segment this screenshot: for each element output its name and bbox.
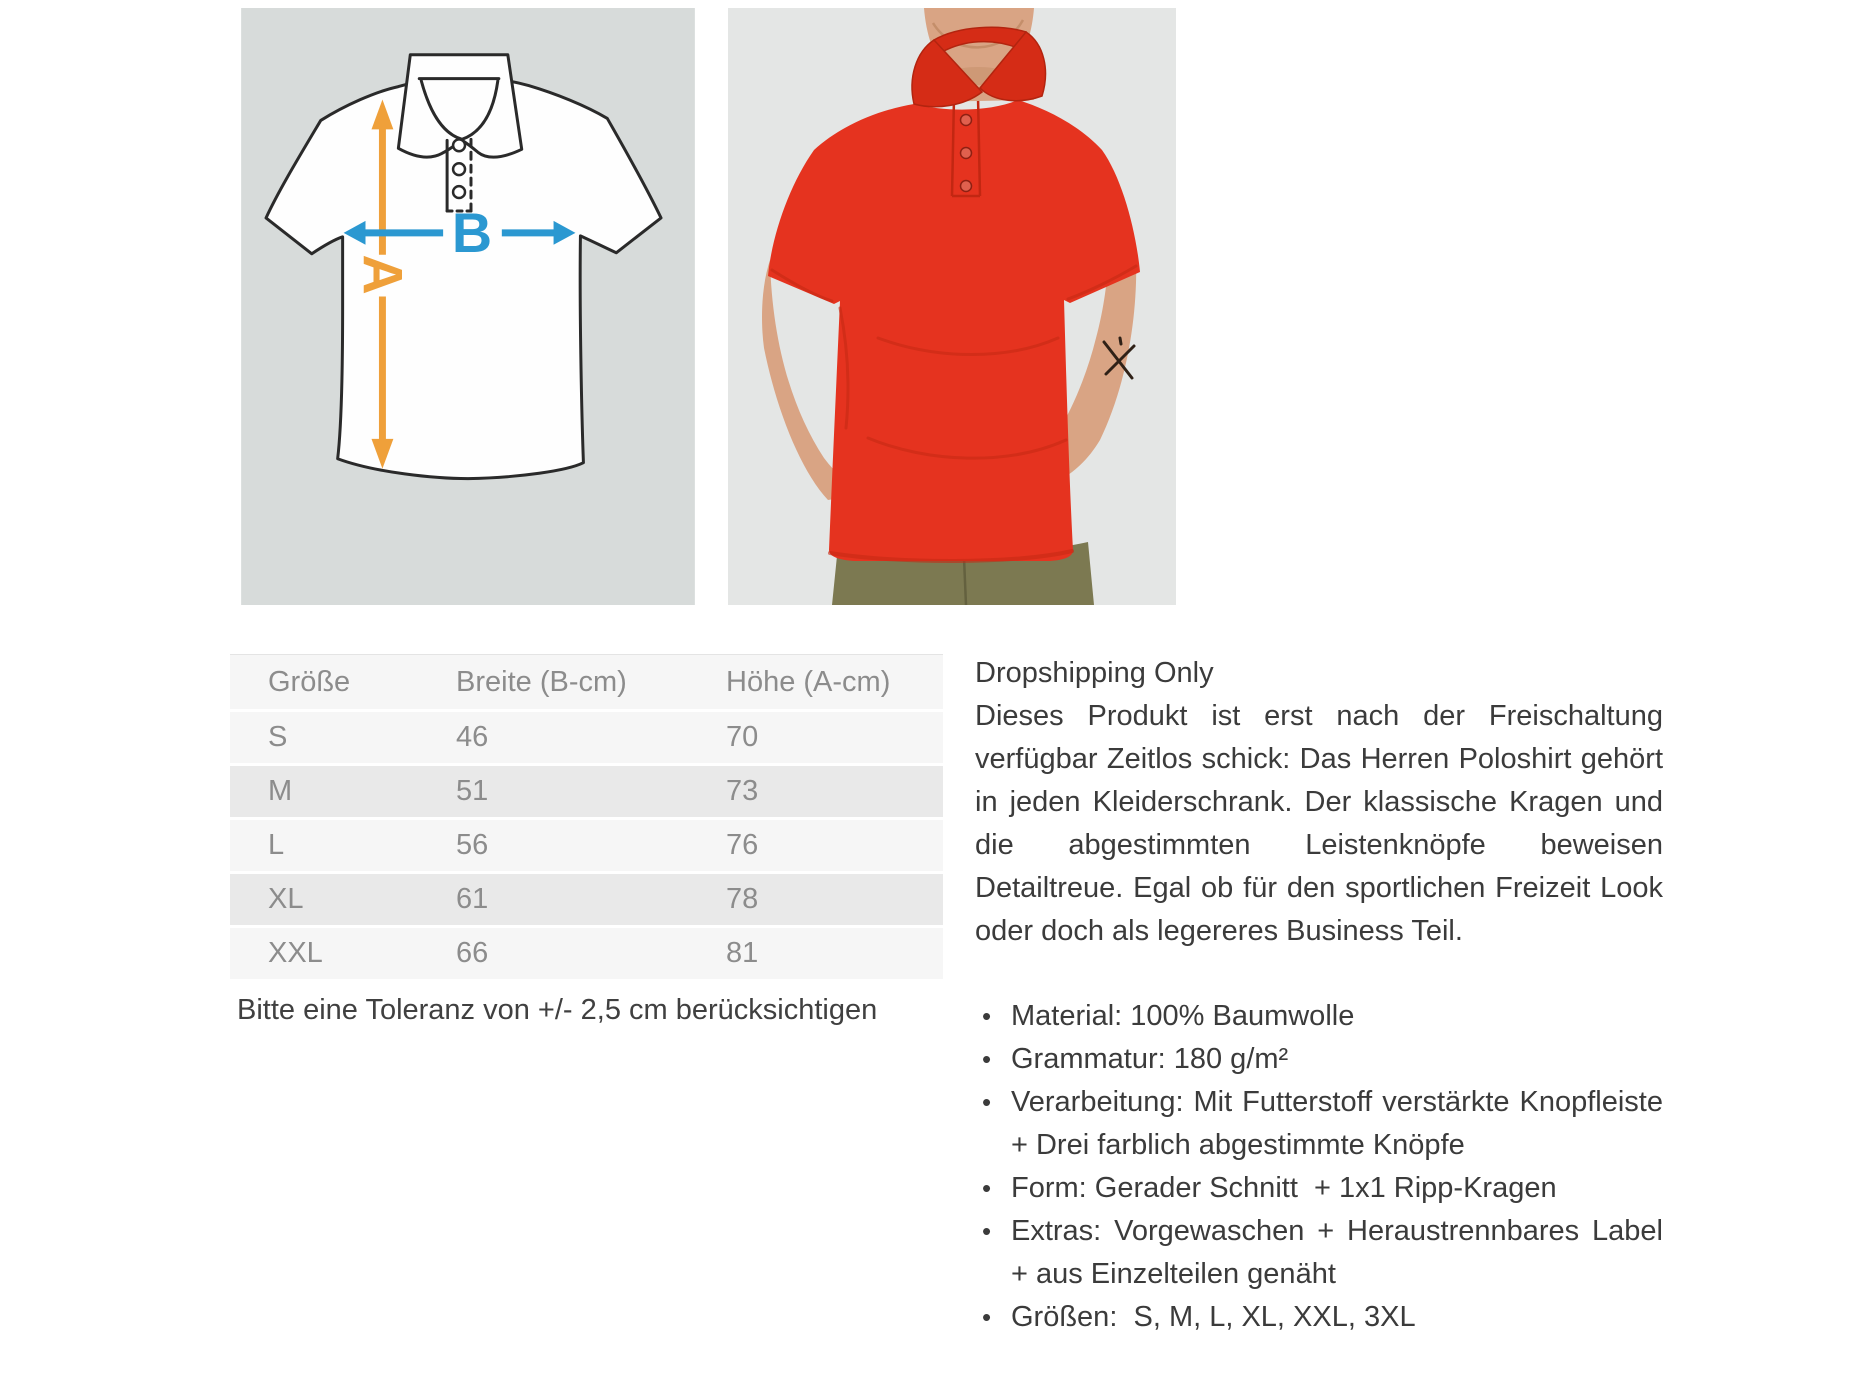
cell-height: 70 bbox=[725, 712, 943, 766]
button-1 bbox=[453, 139, 465, 151]
feature-item: • Grammatur: 180 g/m² bbox=[975, 1038, 1663, 1081]
table-row bbox=[230, 874, 943, 928]
button-3 bbox=[453, 186, 465, 198]
col-header-height: Höhe (A-cm) bbox=[725, 654, 943, 712]
table-row bbox=[230, 820, 943, 874]
cell-width: 56 bbox=[455, 820, 725, 874]
product-photo bbox=[728, 8, 1176, 605]
cell-width: 51 bbox=[455, 766, 725, 820]
feature-item: • Form: Gerader Schnitt + 1x1 Ripp-Kragen bbox=[975, 1167, 1663, 1210]
shirt-button-1 bbox=[961, 115, 972, 126]
table-header-row bbox=[230, 654, 943, 712]
cell-height: 76 bbox=[725, 820, 943, 874]
cell-width: 46 bbox=[455, 712, 725, 766]
cell-size: XL bbox=[230, 874, 455, 928]
table-row bbox=[230, 712, 943, 766]
cell-height: 73 bbox=[725, 766, 943, 820]
feature-item: • Größen: S, M, L, XL, XXL, 3XL bbox=[975, 1296, 1663, 1339]
product-photo-panel bbox=[728, 8, 1176, 605]
cell-size: S bbox=[230, 712, 455, 766]
cell-height: 81 bbox=[725, 928, 943, 982]
size-diagram bbox=[240, 8, 696, 605]
cell-height: 78 bbox=[725, 874, 943, 928]
cell-width: 61 bbox=[455, 874, 725, 928]
product-description bbox=[975, 652, 1663, 1339]
size-table bbox=[230, 654, 943, 982]
cell-size: L bbox=[230, 820, 455, 874]
cell-width: 66 bbox=[455, 928, 725, 982]
shirt-button-3 bbox=[961, 181, 972, 192]
feature-item: • Verarbeitung: Mit Futterstoff verstärkte Knopfleiste + Drei farblich abgestimmte Knöpfe bbox=[975, 1081, 1663, 1167]
tolerance-note: Bitte eine Toleranz von +/- 2,5 cm berücksichtigen bbox=[237, 994, 878, 1026]
table-row bbox=[230, 928, 943, 982]
label-a: A bbox=[351, 254, 414, 295]
col-header-width: Breite (B-cm) bbox=[455, 654, 725, 712]
size-diagram-panel bbox=[240, 8, 696, 605]
shirt-button-2 bbox=[961, 148, 972, 159]
cell-size: XXL bbox=[230, 928, 455, 982]
feature-list bbox=[975, 995, 1663, 1339]
description-body: Dieses Produkt ist erst nach der Freischaltung verfügbar Zeitlos schick: Das Herren Poloshirt gehört in jeden Kleiderschrank. Der klassische Kragen und die abgestimmten Leistenknöpfe beweisen Detailtreue. Egal ob für den sportlichen Freizeit Look oder doch als legereres Business Teil. bbox=[975, 700, 1663, 947]
label-b: B bbox=[451, 201, 493, 264]
feature-item: • Material: 100% Baumwolle bbox=[975, 995, 1663, 1038]
cell-size: M bbox=[230, 766, 455, 820]
table-row bbox=[230, 766, 943, 820]
button-2 bbox=[453, 163, 465, 175]
feature-item: • Extras: Vorgewaschen + Heraustrennbares Label + aus Einzelteilen genäht bbox=[975, 1210, 1663, 1296]
description-heading: Dropshipping Only bbox=[975, 657, 1214, 689]
col-header-size: Größe bbox=[230, 654, 455, 712]
